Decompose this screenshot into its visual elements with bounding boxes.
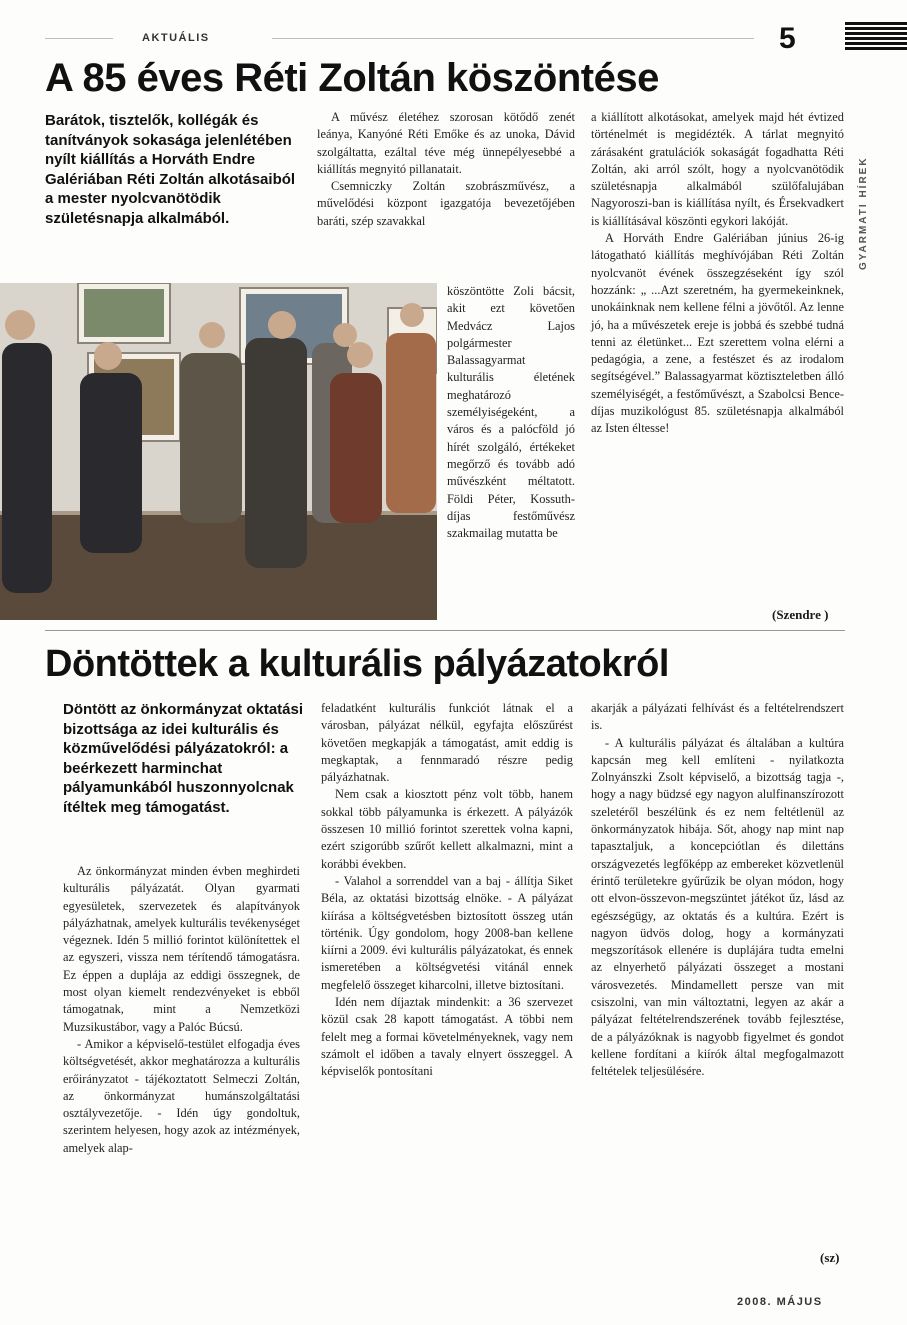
- paragraph: Az önkormányzat minden évben meghirdeti kulturális pályázatát. Olyan gyarmati egyesületek, szervezetek és alapítványok pályázhatnak, amelyek kulturális tevékenységet végeznek. Idén 5 millió forintot különítettek el az egyszeri, vissza nem térítendő támogatásra. Ez éppen a duplája az eddigi összegnek, de most olyan kiemelt rendezvényeket is ebből támogatnak, mint a Nemzetközi Muzsikustábor, vagy a Palóc Búcsú.: [63, 864, 300, 1034]
- paragraph: a kiállított alkotásokat, amelyek majd hét évtized történelmét is megidézték. A tárlat megnyitó zárásaként gratulációk sokaságát fogadhatta Réti Zoltán, aki arról szólt, hogy a nyolcvanötödik születésnapja alkalmából szülőfalujában Nagyoroszi-ban is kiállítása nyílt, és Érsekvadkert is kiállításával köszönti egykori lakóját.: [591, 110, 844, 228]
- article2-column-1: [63, 863, 300, 1157]
- article2-column-3: [591, 700, 844, 1081]
- article1-column-2-narrow: [447, 283, 575, 542]
- paragraph: Idén nem díjaztak mindenkit: a 36 szervezet közül csak 28 kapott támogatást. A többi nem felelt meg a formai követelményeknek, vagy nem számolt el időben a tavaly elnyert összeggel. A képviselők pontosítani: [321, 995, 573, 1079]
- paragraph: akarják a pályázati felhívást és a feltételrendszert is.: [591, 701, 844, 733]
- paragraph: - Amikor a képviselő-testület elfogadja éves költségvetését, akkor meghatározza a kulturális erőirányzatot - tájékoztatott Selmeczi Zoltán, az önkormányzat humánszolgáltatási osztályvezetője. - Idén úgy gondoltuk, szerintem helyesen, hogy azok az intézmények, amelyek alap-: [63, 1036, 300, 1155]
- paragraph: - A kulturális pályázat és általában a kultúra kapcsán meg kell említeni - nyilatkozta Zolnyánszki Zsolt képviselő, a bizottság tagja -, hogy a nagy büdzsé egy nagyon alulfinanszírozott szeletéről beszélünk és ez nem feltétlenül az önkormányzatok hibája. Sőt, ahogy nap mint nap tapasztaljuk, a koncepciótlan és dilettáns országvezetés legfőképp az embereket közvetlenül érintő területekre gyűrűzik be olyan módon, hogy ott elvon-összevon-megszüntet játékot űz, lásd az egészségügy, az oktatás és a kultúra. Ezért is nagyon üdvös dolog, hogy a kormányzati megszorítások ellenére is duplájára tudta emelni az elnyerhető pályázati összeget a mostani városvezetés. Mindamellett persze van mit csiszolni, van min változtatni, legyen az akár a pályázat feltételrendszerének tovább fejlesztése, de a pályázóknak is nagyobb figyelmet és gondot kellene fordítani a kiírók által megfogalmazott feltételek teljesülésére.: [591, 735, 844, 1079]
- article2-lead: Döntött az önkormányzat oktatási bizottsága az idei kulturális és közművelődési pályázatokról: a beérkezett harminchat pályamunkából huszonnyolcnak ítéltek meg támogatást.: [63, 701, 304, 816]
- header-bar-graphic: [845, 22, 907, 52]
- article1-column-2-top: [317, 109, 575, 230]
- article-divider: [45, 630, 845, 631]
- article1-title: A 85 éves Réti Zoltán köszöntése: [45, 56, 659, 100]
- article1-column-3: [591, 109, 844, 438]
- paragraph: A művész életéhez szorosan kötődő zenét leánya, Kanyóné Réti Emőke és az unoka, Dávid szolgáltatta, ezáltal téve még ünnepélyesebbé a kiállítás megnyitó pillanatait.: [317, 110, 575, 176]
- paragraph: köszöntötte Zoli bácsit, akit ezt követően Medvácz Lajos polgármester Balassagyarmat kulturális életének meghatározó személyiségeként, a város és a palócföld jó hírét szolgáló, értékeket megőrző és tovább adó művészként méltatott. Földi Péter, Kossuth-díjas festőművész szakmailag mutatta be: [447, 284, 575, 541]
- paragraph: Nem csak a kiosztott pénz volt több, hanem sokkal több pályamunka is érkezett. A pályázók összesen 10 millió forintot szerettek volna kapni, ezért szigorúbb szűrőt kellett alkalmazni, mint a korábbi években.: [321, 787, 573, 871]
- paragraph: - Valahol a sorrenddel van a baj - állítja Siket Béla, az oktatási bizottság elnöke. - A pályázat kiírása a költségvetésben biztosított összeg után történik. Úgy gondolom, hogy 2008-ban kellene kiírni a 2009. évi kulturális pályázatokat, és ennek ismeretében a költségvetési vitánál ennek megfelelő összeget kiharcolni, illetve biztosítani.: [321, 873, 573, 992]
- paragraph: feladatként kulturális funkciót látnak el a városban, pályázat nélkül, egyfajta előszűrést követően megkapják a támogatást, amit eddig is megkaptak, a fennmaradó részre pedig pályázhatnak.: [321, 701, 573, 785]
- article2-title: Döntöttek a kulturális pályázatokról: [45, 643, 669, 685]
- header-rule-right: [272, 38, 754, 39]
- section-label: AKTUÁLIS: [142, 32, 210, 44]
- article1-byline: (Szendre ): [772, 607, 829, 622]
- exhibition-photo: [0, 283, 437, 620]
- paragraph: A Horváth Endre Galériában június 26-ig látogatható kiállítás meghívójában Réti Zoltán nyolcvanöt évének összegzéseként így szól hozzánk: „ ...Azt szeretném, ha gyermekeinknek, unokáinknak nem kellene félni a jövőtől. Az lenne jó, ha a művészetek ereje is jobbá és szebbé tudná tenni az életünket... Ezt szerettem volna elérni a pedagógia, a zene, a festészet és az irodalom segítségével.” Balassagyarmat köztiszteletben álló személyiségét, a festőművészt, a Szabolcsi Bence-díjas muzikológust 85. születésnapja alkalmából az Isten éltesse!: [591, 231, 844, 436]
- side-tab-label: GYARMATI HÍREK: [858, 156, 869, 270]
- header-rule-left: [45, 38, 113, 39]
- article2-byline: (sz): [820, 1250, 840, 1265]
- paragraph: Csemniczky Zoltán szobrászművész, a művelődési központ igazgatója bevezetőjében baráti, szép szavakkal: [317, 179, 575, 228]
- issue-date: 2008. MÁJUS: [737, 1296, 823, 1308]
- page-number: 5: [779, 22, 796, 55]
- article1-lead: Barátok, tisztelők, kollégák és tanítványok sokasága jelenlétében nyílt kiállítás a Horváth Endre Galériában Réti Zoltán alkotásaiból a mester nyolcvanötödik születésnapja alkalmából.: [45, 112, 296, 227]
- article2-column-2: [321, 700, 573, 1081]
